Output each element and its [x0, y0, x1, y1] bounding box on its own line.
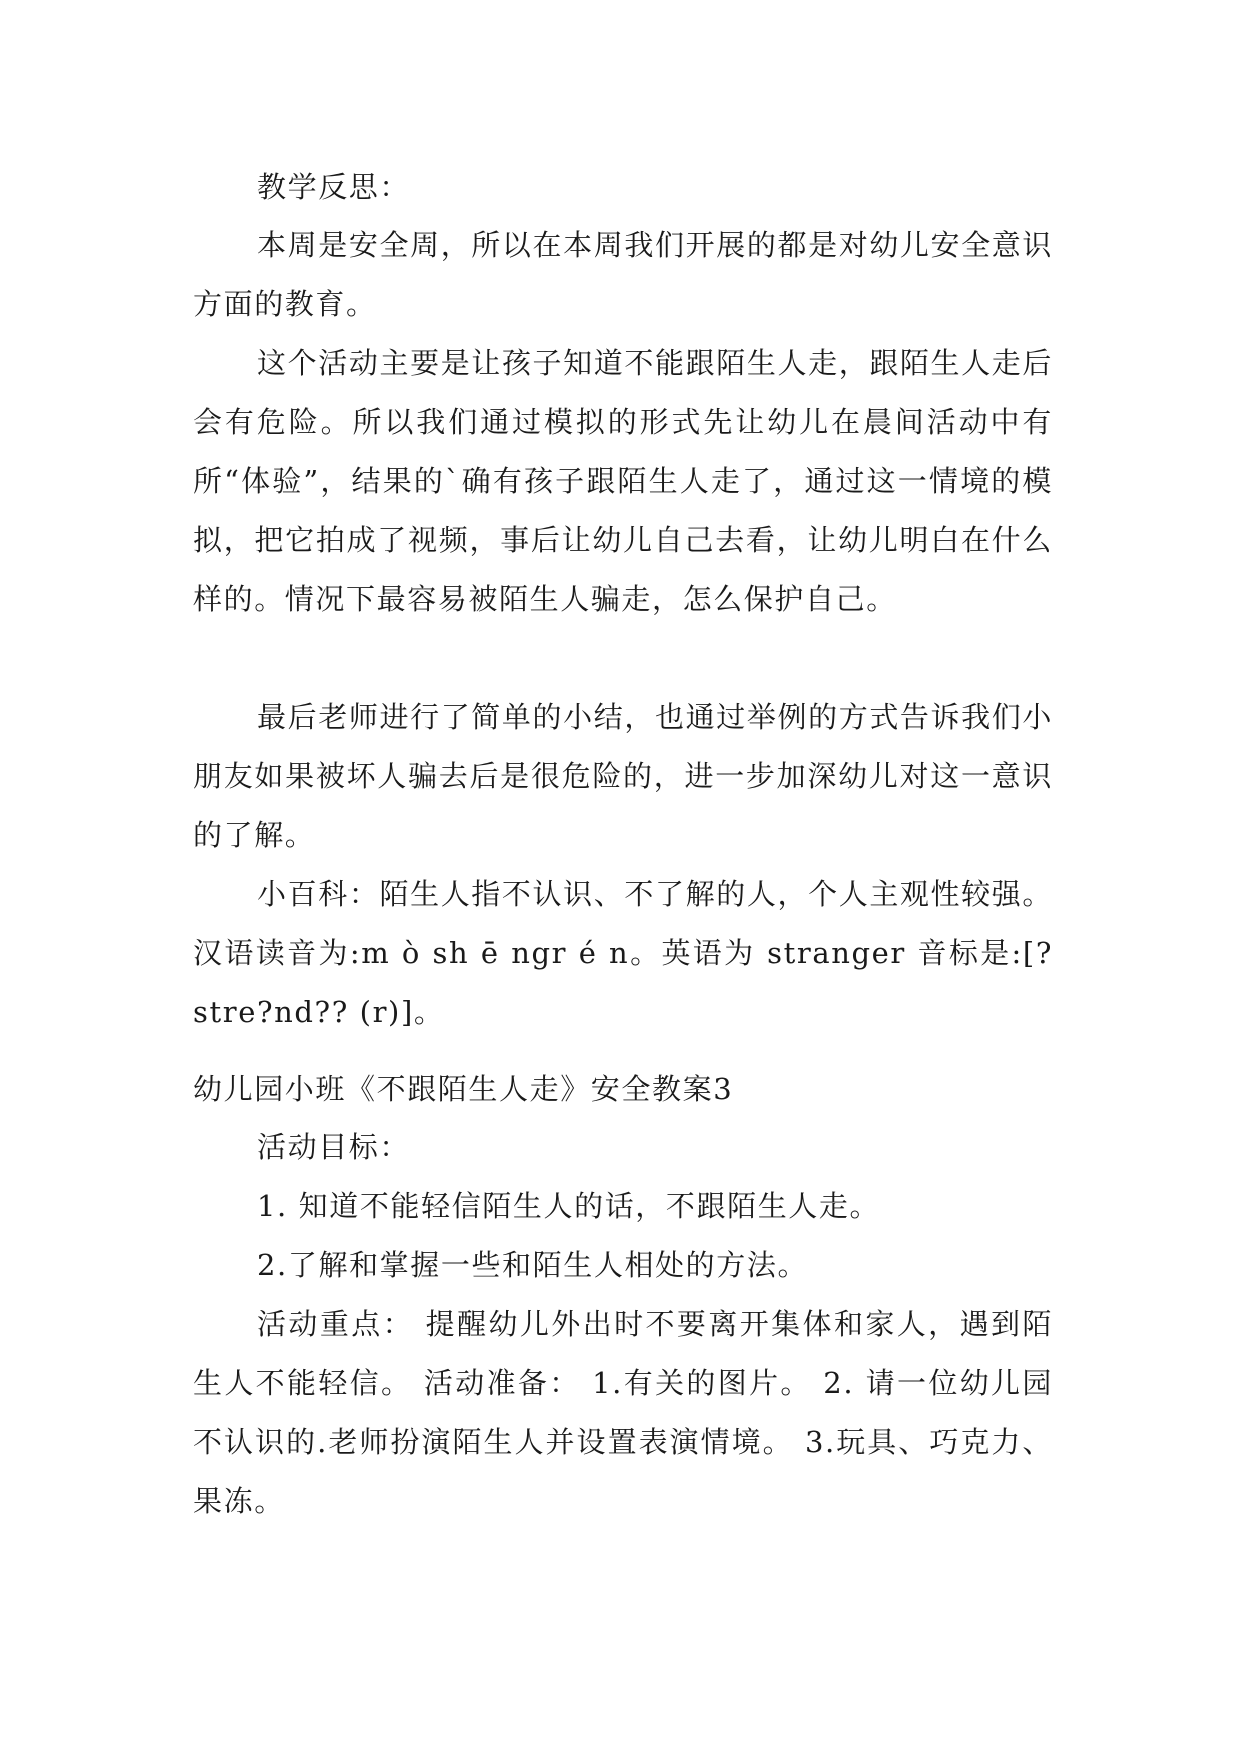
goals-label: 活动目标：	[257, 1130, 411, 1164]
goal-item-1: 1. 知道不能轻信陌生人的话，不跟陌生人走。	[257, 1189, 881, 1223]
focus-and-preparation-paragraph: 活动重点： 提醒幼儿外出时不要离开集体和家人，遇到陌生人不能轻信。 活动准备： 1.有关的图片。 2. 请一位幼儿园不认识的.老师扮演陌生人并设置表演情境。 3.玩具、巧克力、果冻。	[193, 1307, 1053, 1518]
reflection-paragraph-3: 最后老师进行了简单的小结，也通过举例的方式告诉我们小朋友如果被坏人骗去后是很危险的，进一步加深幼儿对这一意识的了解。	[193, 700, 1053, 852]
reflection-title: 教学反思：	[257, 170, 411, 204]
lesson-heading: 幼儿园小班《不跟陌生人走》安全教案3	[193, 1072, 734, 1106]
reflection-paragraph-2: 这个活动主要是让孩子知道不能跟陌生人走，跟陌生人走后会有危险。所以我们通过模拟的形式先让幼儿在晨间活动中有所“体验”，结果的`确有孩子跟陌生人走了，通过这一情境的模拟，把它拍成了视频，事后让幼儿自己去看，让幼儿明白在什么样的。情况下最容易被陌生人骗走，怎么保护自己。	[193, 346, 1053, 616]
encyclopedia-paragraph: 小百科：陌生人指不认识、不了解的人，个人主观性较强。汉语读音为:m ò sh ē ngr é n。英语为 stranger 音标是:[? stre?nd?? (r)]。	[193, 877, 1053, 1029]
goal-item-2: 2.了解和掌握一些和陌生人相处的方法。	[257, 1248, 809, 1282]
reflection-paragraph-1: 本周是安全周，所以在本周我们开展的都是对幼儿安全意识方面的教育。	[193, 228, 1053, 321]
